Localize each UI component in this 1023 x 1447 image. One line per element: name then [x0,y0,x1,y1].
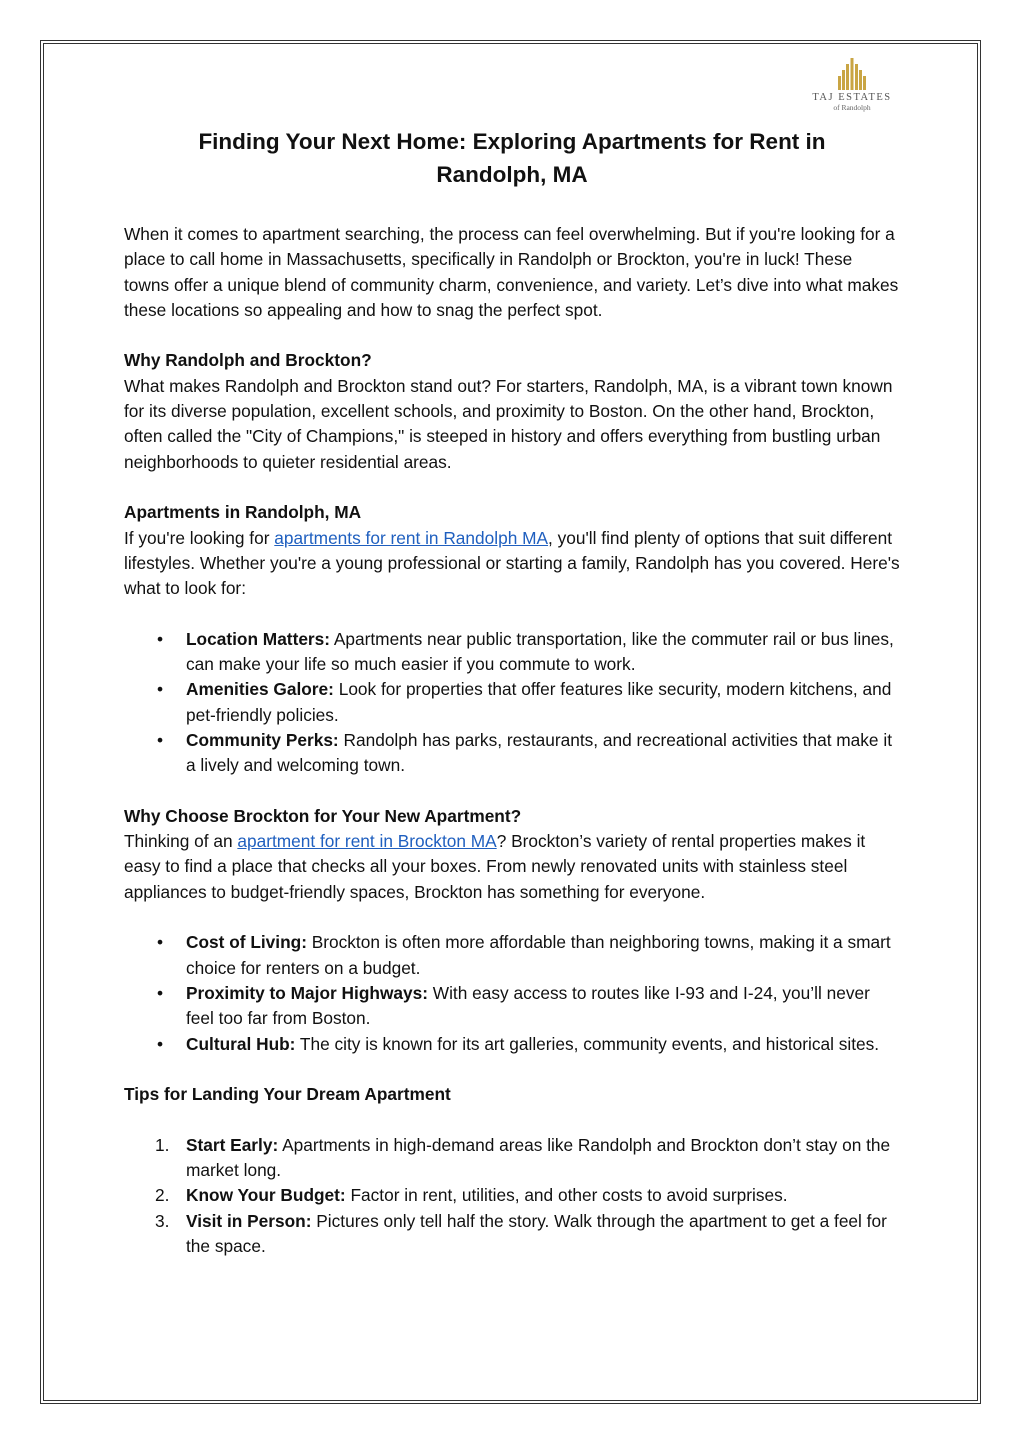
item-text: Apartments in high-demand areas like Randolph and Brockton don’t stay on the market long. [186,1134,891,1180]
item-label: Know Your Budget: [186,1185,346,1206]
list-item [124,728,900,779]
body-text: Thinking of an [124,831,238,852]
item-label: Proximity to Major Highways: [186,982,428,1003]
bullet-icon: • [157,628,164,649]
item-text: The city is known for its art galleries, community events, and historical sites. [295,1033,880,1054]
list-item [124,930,900,981]
section-randolph-body [124,526,900,602]
bullet-icon: • [157,679,164,700]
item-label: Location Matters: [186,628,331,649]
item-label: Amenities Galore: [186,679,334,700]
taj-estates-logo [800,58,904,122]
section-heading-randolph: Apartments in Randolph, MA [124,502,362,523]
body-text: ? Brockton’s variety of rental properties makes it easy to find a place that checks all your boxes. From newly renovated units with stainless steel appliances to budget-friendly spaces, Brockton has something for everyone. [124,831,866,902]
list-item [124,677,900,728]
brockton-bullet-list [124,930,900,1056]
list-item [124,1032,900,1057]
logo-name: TAJ ESTATES [812,92,892,103]
bullet-icon: • [157,729,164,750]
body-text: If you're looking for [124,527,275,548]
list-item [124,627,900,678]
skyline-logo-icon [832,58,872,90]
item-text: Factor in rent, utilities, and other costs to avoid surprises. [345,1185,788,1206]
item-text: Pictures only tell half the story. Walk through the apartment to get a feel for the space. [186,1210,887,1256]
tips-numbered-list [124,1133,900,1259]
item-number: 3. [155,1210,170,1231]
list-item [124,1183,900,1208]
item-number: 1. [155,1134,170,1155]
section-brockton-body [124,829,900,905]
section-heading-why: Why Randolph and Brockton? [124,350,372,371]
item-label: Community Perks: [186,729,339,750]
body-text: , you'll find plenty of options that suit different lifestyles. Whether you're a young professional or starting a family, Randolph has you covered. Here's what to look for: [124,527,900,599]
list-item [124,1133,900,1184]
link-apartments-randolph[interactable]: apartments for rent in Randolph MA [274,527,549,548]
section-why-body: What makes Randolph and Brockton stand out? For starters, Randolph, MA, is a vibrant town known for its diverse population, excellent schools, and proximity to Boston. On the other hand, Brockton, often called the "City of Champions," is steeped in history and offers everything from bustling urban neighborhoods to quieter residential areas. [124,375,893,472]
list-item [124,1209,900,1260]
item-label: Cost of Living: [186,932,307,953]
item-text: Randolph has parks, restaurants, and recreational activities that make it a lively and welcoming town. [186,729,892,776]
link-apartment-brockton[interactable]: apartment for rent in Brockton MA [237,831,497,852]
item-text: Look for properties that offer features like security, modern kitchens, and pet-friendly policies. [186,679,892,725]
intro-paragraph: When it comes to apartment searching, the process can feel overwhelming. But if you're looking for a place to call home in Massachusetts, specifically in Randolph or Brockton, you're in luck! These towns offer a unique blend of community charm, convenience, and variety. Let’s dive into what makes these locations so appealing and how to snag the perfect spot. [124,224,899,320]
bullet-icon: • [157,932,164,953]
section-heading-tips: Tips for Landing Your Dream Apartment [124,1084,451,1105]
document-body [124,125,900,1259]
bullet-icon: • [157,1033,164,1054]
list-item [124,981,900,1032]
randolph-bullet-list [124,627,900,779]
item-text: With easy access to routes like I-93 and I-24, you’ll never feel too far from Boston. [186,982,870,1029]
bullet-icon: • [157,982,164,1003]
logo-subtitle: of Randolph [833,103,871,112]
item-label: Cultural Hub: [186,1033,296,1054]
item-text: Apartments near public transportation, like the commuter rail or bus lines, can make your life so much easier if you commute to work. [186,628,894,675]
item-label: Visit in Person: [186,1210,312,1231]
item-number: 2. [155,1185,170,1206]
item-text: Brockton is often more affordable than neighboring towns, making it a smart choice for renters on a budget. [186,932,891,978]
page-title: Finding Your Next Home: Exploring Apartments for Rent in Randolph, MA [198,129,826,187]
section-heading-brockton: Why Choose Brockton for Your New Apartment? [124,805,522,826]
item-label: Start Early: [186,1134,279,1155]
